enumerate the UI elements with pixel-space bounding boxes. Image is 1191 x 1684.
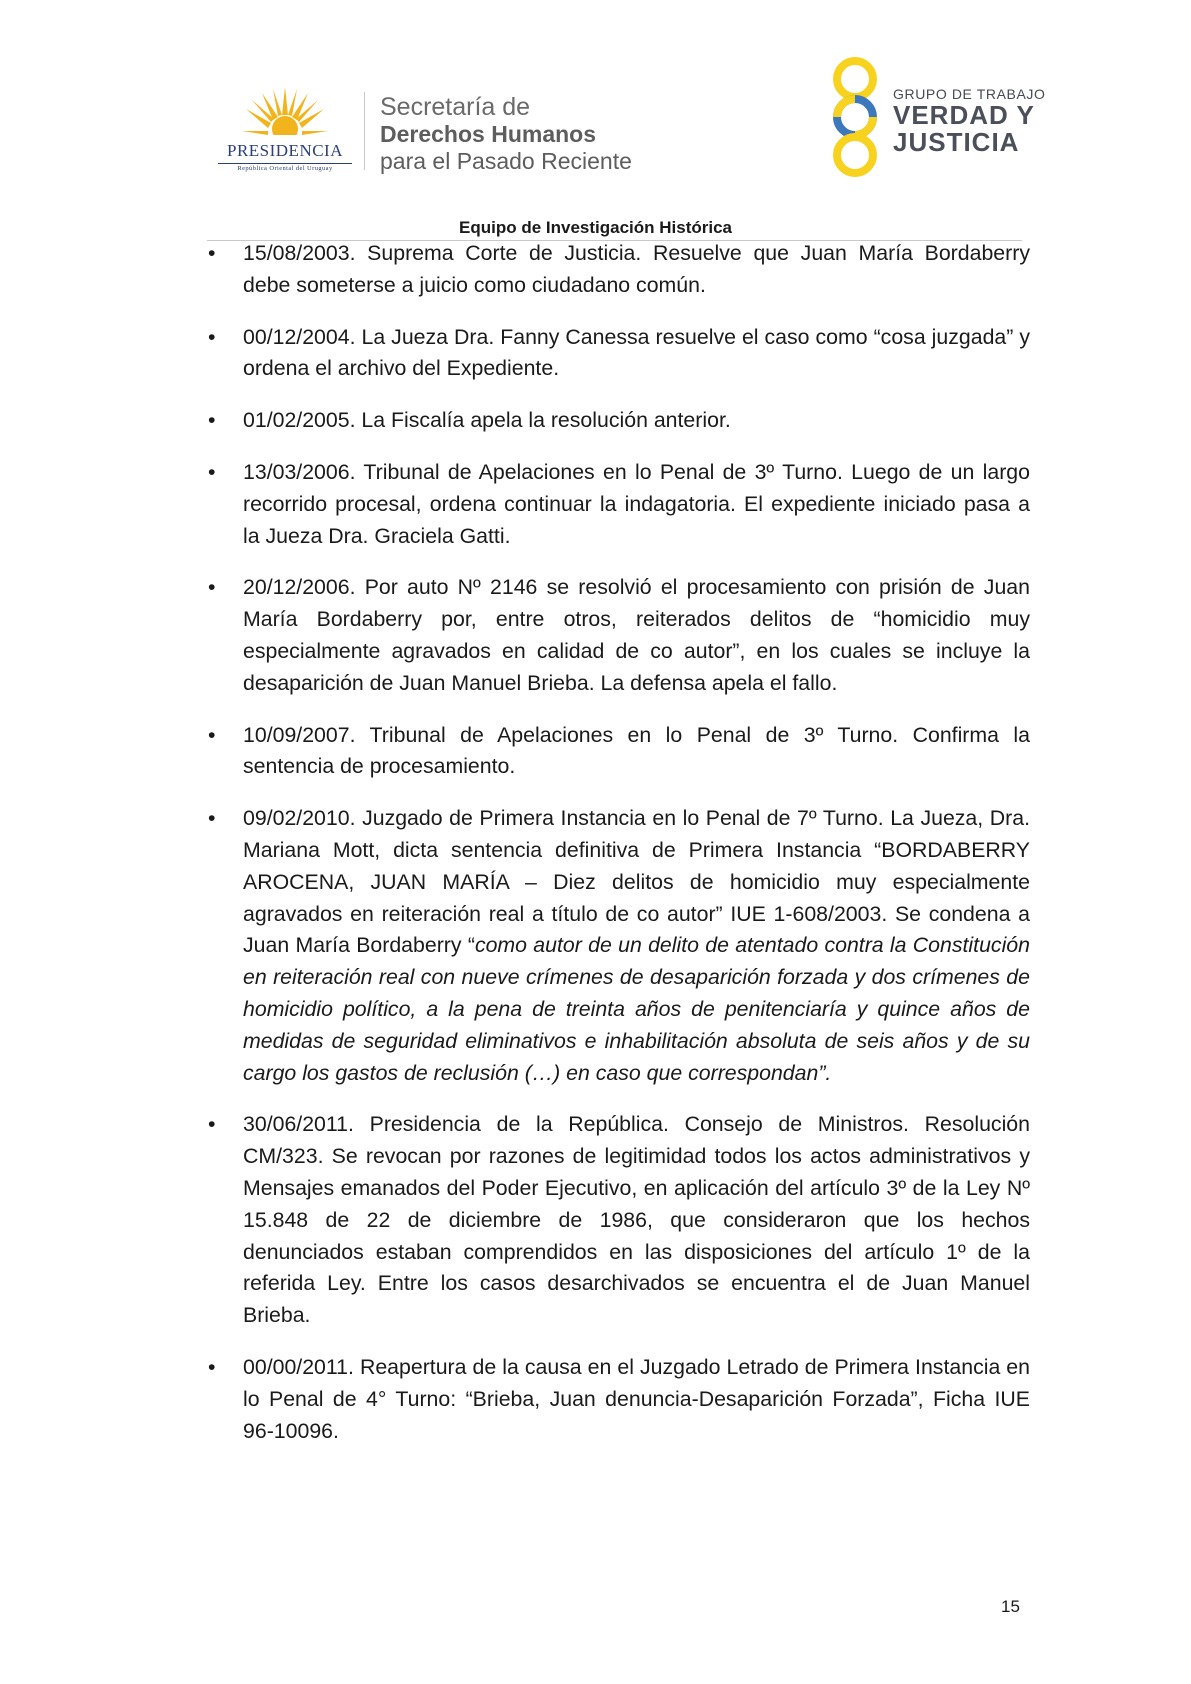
entry-text: 00/00/2011. Reapertura de la causa en el Juzgado Letrado de Primera Instancia en lo Penal de 4° Turno: “Brieba, Juan denuncia-Desaparición Forzada”, Ficha IUE 96-10096. — [243, 1354, 1030, 1443]
logo-divider — [364, 92, 365, 170]
verdad-justicia-rings-icon — [820, 57, 890, 177]
verdad-y-label: VERDAD Y — [893, 100, 1035, 130]
bullet: • — [208, 1112, 216, 1137]
entry-text: 15/08/2003. Suprema Corte de Justicia. Resuelve que Juan María Bordaberry debe someterse a juicio como ciudadano común. — [243, 241, 1030, 297]
bullet: • — [208, 722, 216, 747]
entry-text: 10/09/2007. Tribunal de Apelaciones en lo Penal de 3º Turno. Confirma la sentencia de procesamiento. — [243, 722, 1030, 779]
entry-text: 09/02/2010. Juzgado de Primera Instancia en lo Penal de 7º Turno. La Jueza, Dra. Mariana Mott, dicta sentencia definitiva de Primera Instancia “BORDABERRY AROCENA, JUAN MARÍA – Diez delitos de homicidio muy especialmente agravados en reiteración real a título de co autor” IUE 1-608/2003. Se condena a Juan María Bordaberry “ — [243, 806, 1030, 958]
entry-text: 30/06/2011. Presidencia de la República. Consejo de Ministros. Resolución CM/323. Se revocan por razones de legitimidad todos los actos administrativos y Mensajes emanados del Poder Ejecutivo, en aplicación del artículo 3º de la Ley Nº 15.848 de 22 de diciembre de 1986, que consideraron que los hechos denunciados estaban comprendidos en las disposiciones del artículo 1º de la referida Ley. Entre los casos desarchivados se encuentra el de Juan Manuel Brieba. — [243, 1112, 1030, 1328]
bullet: • — [208, 459, 216, 484]
secretaria-line-3: para el Pasado Reciente — [380, 148, 632, 174]
bullet: • — [208, 806, 216, 831]
secretaria-line-1: Secretaría de — [380, 93, 531, 121]
sun-icon — [240, 85, 330, 143]
justicia-label: JUSTICIA — [893, 127, 1020, 157]
equipo-heading: Equipo de Investigación Histórica — [459, 218, 732, 237]
timeline-entry — [200, 457, 1030, 552]
bullet: • — [208, 324, 216, 349]
timeline-entry — [200, 405, 1030, 437]
presidencia-logo — [210, 85, 360, 175]
timeline-entry — [200, 720, 1030, 784]
secretaria-line-2: Derechos Humanos — [380, 121, 597, 147]
bullet: • — [208, 575, 216, 600]
presidencia-wordmark: PRESIDENCIA — [226, 141, 343, 160]
timeline-list — [200, 238, 1030, 1467]
entry-text: 01/02/2005. La Fiscalía apela la resolución anterior. — [243, 408, 731, 433]
entry-text: 00/12/2004. La Jueza Dra. Fanny Canessa resuelve el caso como “cosa juzgada” y ordena el archivo del Expediente. — [243, 324, 1030, 381]
timeline-entry — [200, 238, 1030, 302]
page-header — [0, 0, 1191, 237]
bullet: • — [208, 408, 216, 433]
timeline-entry — [200, 572, 1030, 699]
timeline-entry — [200, 1352, 1030, 1447]
timeline-entry — [200, 1109, 1030, 1332]
entry-text: 13/03/2006. Tribunal de Apelaciones en lo Penal de 3º Turno. Luego de un largo recorrido procesal, ordena continuar la indagatoria. El expediente iniciado pasa a la Jueza Dra. Graciela Gatti. — [243, 459, 1030, 548]
bullet: • — [208, 241, 216, 265]
bullet: • — [208, 1354, 216, 1379]
entry-text: 20/12/2006. Por auto Nº 2146 se resolvió el procesamiento con prisión de Juan María Bordaberry por, entre otros, reiterados delitos de “homicidio muy especialmente agravados en calidad de co autor”, en los cuales se incluye la desaparición de Juan Manuel Brieba. La defensa apela el fallo. — [243, 575, 1030, 695]
presidencia-subtitle: República Oriental del Uruguay — [237, 165, 333, 172]
presidencia-rule — [218, 163, 352, 164]
secretaria-logo-text — [380, 94, 632, 175]
page-number: 15 — [1001, 1597, 1020, 1616]
verdad-justicia-text — [893, 86, 1045, 156]
timeline-entry — [200, 803, 1030, 1089]
grupo-de-trabajo-label: GRUPO DE TRABAJO — [893, 86, 1046, 102]
entry-quote: como autor de un delito de atentado contra la Constitución en reiteración real con nueve crímenes de desaparición forzada y dos crímenes de homicidio político, a la pena de treinta años de penitenciaría y quince años de medidas de seguridad eliminativos e inhabilitación absoluta de seis años y de su cargo los gastos de reclusión (…) en caso que correspondan”. — [243, 933, 1030, 1085]
timeline-entry — [200, 322, 1030, 386]
